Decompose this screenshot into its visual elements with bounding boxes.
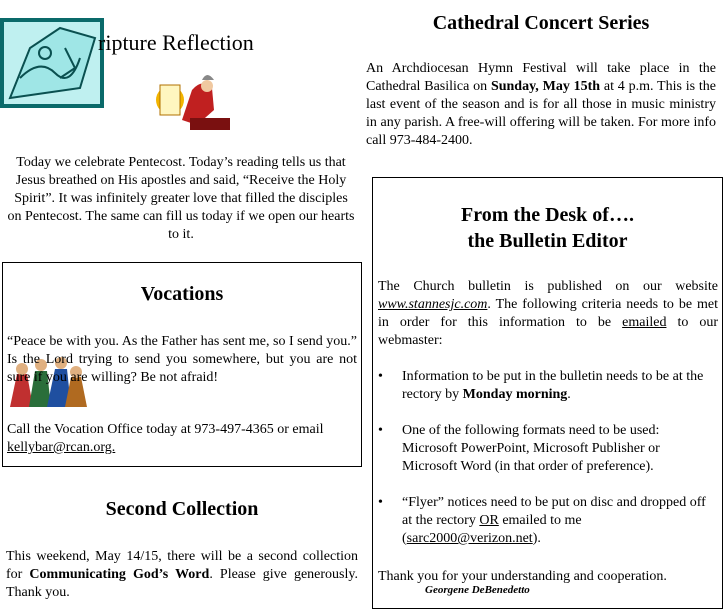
bullet3-text-1: “Flyer” notices need to be put on disc and dropped off at the rectory	[402, 495, 706, 528]
second-collection-bold: Communicating God’s Word	[29, 567, 210, 582]
concert-text	[366, 60, 716, 150]
editor-intro-1: The Church bulletin is published on our website	[378, 279, 718, 294]
editor-criteria-item	[378, 422, 716, 476]
bullet3-text-3: ).	[532, 531, 541, 546]
bullet1-bold: Monday morning	[462, 387, 568, 402]
editor-box	[372, 177, 723, 609]
bullet3-text-2: emailed to me (	[402, 513, 582, 546]
vocations-call	[7, 421, 361, 457]
vocations-box	[2, 262, 362, 467]
second-collection-text	[6, 548, 358, 602]
scripture-text: Today we celebrate Pentecost. Today’s reading tells us that Jesus breathed on His apostles and said, “Receive the Holy Spirit”. It was infinitely greater love that filled the disciples on Pentecost. The same can fill us today if we open our hearts to it.	[7, 155, 355, 242]
scripture-clipart	[0, 18, 104, 108]
bullet2-text: One of the following formats need to be used: Microsoft PowerPoint, Microsoft Publisher or Microsoft Word (in that order of preference).	[402, 423, 660, 474]
vocations-quote	[7, 333, 357, 387]
editor-criteria-list	[378, 368, 716, 566]
editor-criteria-item	[378, 368, 716, 404]
concert-date: Sunday, May 15th	[490, 79, 601, 94]
bullet3-or: OR	[479, 513, 499, 528]
vocations-call-text: Call the Vocation Office today at 973-497-4365 or email	[7, 422, 324, 437]
scripture-title: ripture Reflection	[98, 30, 254, 55]
editor-website-link[interactable]: www.stannesjc.com	[378, 297, 488, 312]
stained-glass-icon	[0, 18, 104, 108]
scribe-with-scroll-icon	[152, 70, 232, 132]
concert-title: Cathedral Concert Series	[432, 12, 650, 34]
bullet3-email-link[interactable]: sarc2000@verizon.net	[406, 531, 533, 546]
editor-signature: Georgene DeBenedetto	[425, 584, 530, 596]
concert-text-1: An Archdiocesan Hymn Festival will take place in the Cathedral Basilica on	[366, 61, 716, 94]
editor-title-line1: From the Desk of….	[461, 204, 634, 226]
concert-text-2: at 4 p.m. This is the last event of the season and is for all those in music ministry in any parish. A free-will offering will be taken. For more info call 973-484-2400.	[366, 79, 716, 148]
bullet1-end: .	[567, 387, 571, 402]
vocations-email-link[interactable]: kellybar@rcan.org.	[7, 440, 116, 455]
editor-thanks: Thank you for your understanding and cooperation.	[378, 569, 667, 584]
vocations-title: Vocations	[140, 283, 224, 305]
editor-title-line2: the Bulletin Editor	[467, 230, 628, 252]
editor-intro-3: to our webmaster:	[378, 315, 718, 348]
editor-intro	[378, 278, 718, 350]
editor-intro-2: . The following criteria needs to be met in order for this information to be	[378, 297, 718, 330]
editor-title	[373, 202, 722, 254]
bullet1-text: Information to be put in the bulletin needs to be at the rectory by	[402, 369, 704, 402]
vocations-quote-text: “Peace be with you. As the Father has sent me, so I send you.” Is the Lord trying to send you somewhere, but you are not sure if you are willing? Be not afraid!	[7, 334, 357, 385]
scribe-clipart	[152, 70, 232, 132]
editor-criteria-item	[378, 494, 716, 548]
second-collection-title: Second Collection	[105, 498, 259, 520]
second-collection-text-1: This weekend, May 14/15, there will be a second collection for	[6, 549, 358, 582]
editor-emailed: emailed	[622, 315, 667, 330]
second-collection-text-2: . Please give generously. Thank you.	[6, 567, 358, 600]
